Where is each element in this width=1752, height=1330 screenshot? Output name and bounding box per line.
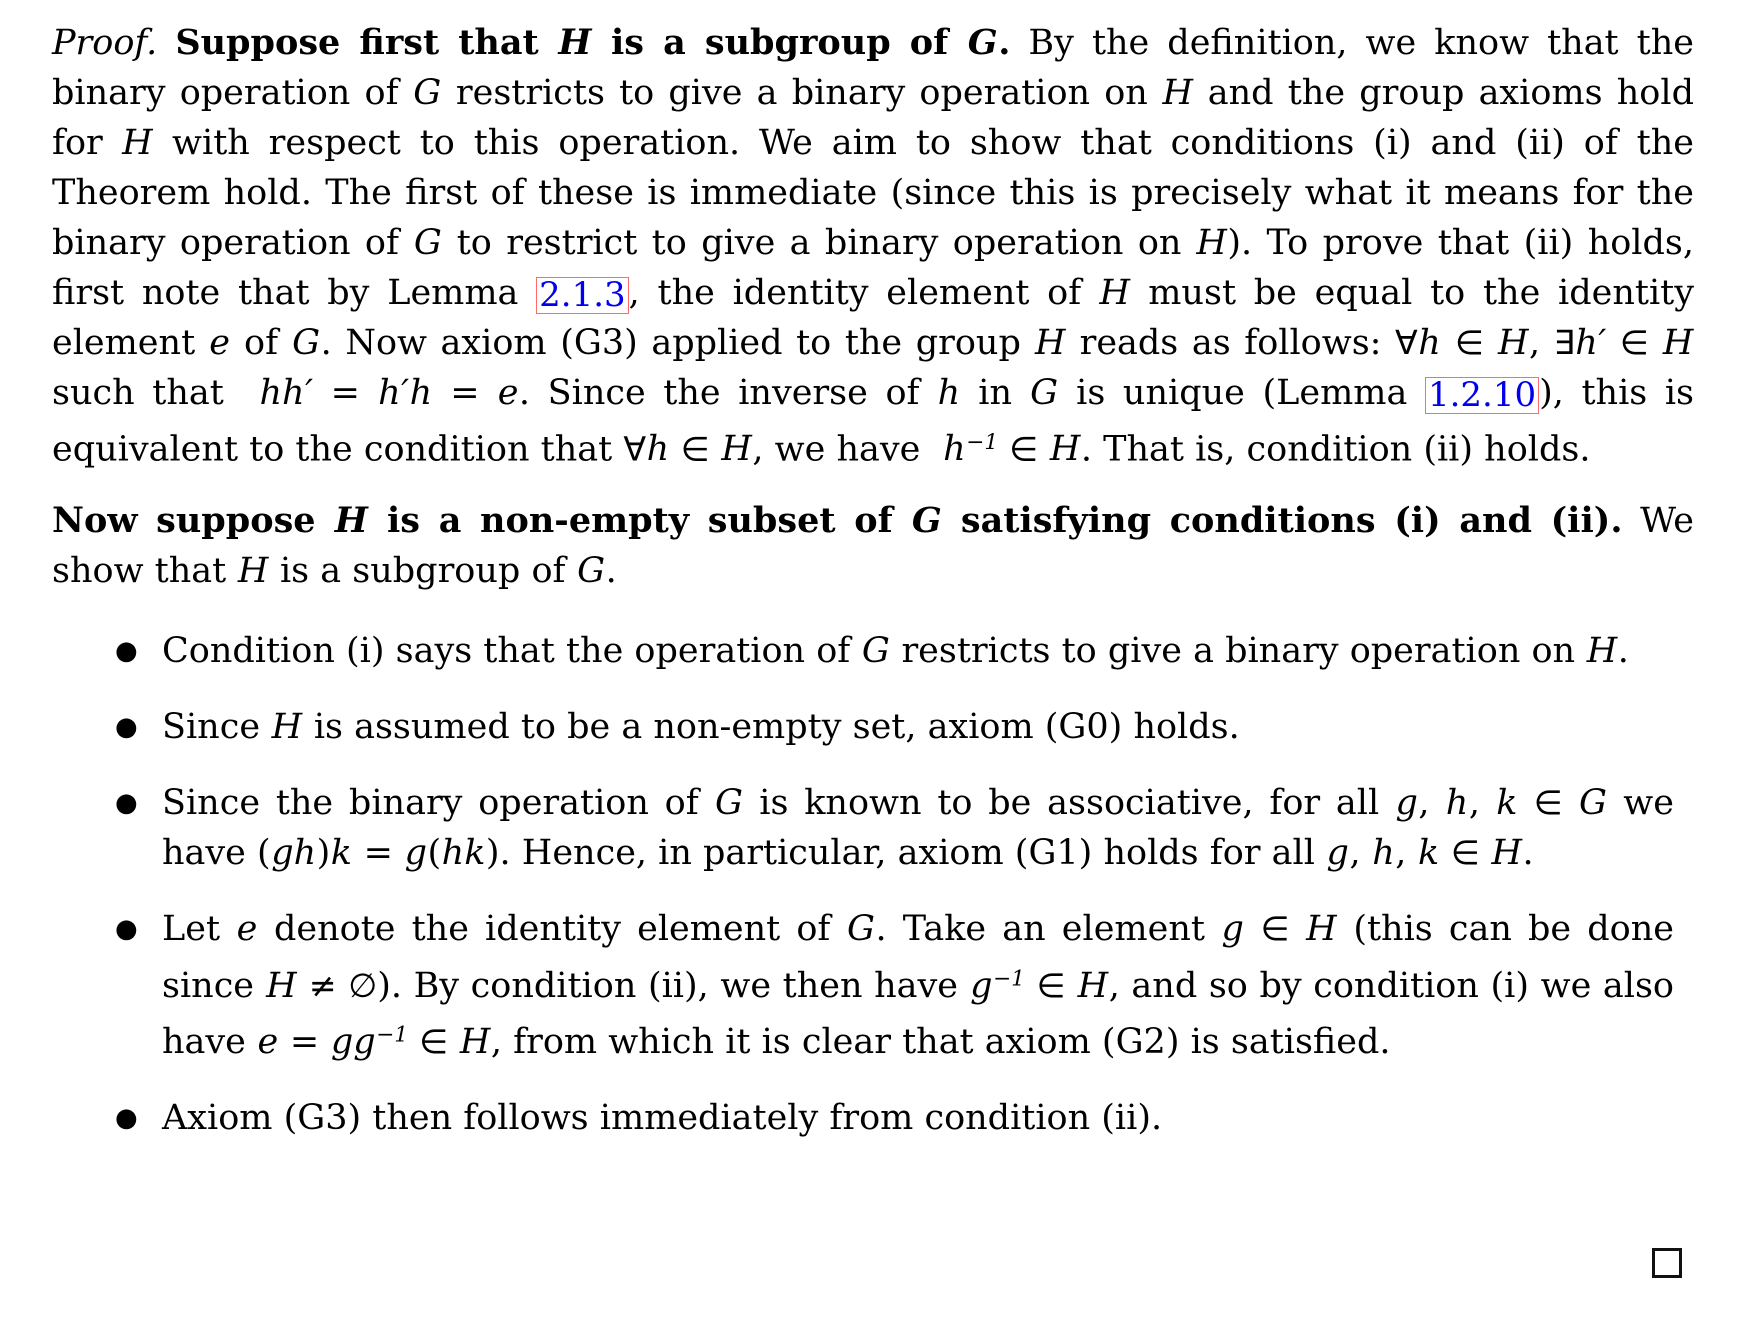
list-item [107, 626, 1694, 676]
xref-lemma-1-2-10[interactable]: 1.2.10 [1425, 377, 1539, 414]
bullet-marker-icon: ● [115, 914, 138, 945]
bullet-axiom-g2-text: Let e denote the identity element of G. Take an element g ∈ H (this can be done since H ≠ ∅). By condition (ii), we then have $g^{-1}$ ∈ H, and so by condition (i) we also have $e = gg^{-1}$ ∈ H, from which it is clear that axiom (G2) is satisfied. [162, 909, 1674, 1062]
bullet-marker-icon: ● [115, 1102, 138, 1133]
proof-paragraph-two: Now suppose H is a non-empty subset of G satisfying conditions (i) and (ii). We show that H is a subgroup of G. [52, 500, 1694, 592]
bullet-marker-icon: ● [115, 636, 138, 667]
proof-paragraph-one: Proof. Suppose first that H is a subgroup of G. By the definition, we know that the binary operation of G restricts to give a binary operation on H and the group axioms hold for H with respect to this operation. We aim to show that conditions (i) and (ii) of the Theorem hold. The first of these is immediate (since this is precisely what it means for the binary operation of G to restrict to give a binary operation on H). To prove that (ii) holds, first note that by Lemma 2.1.3, the identity element of H must be equal to the identity element e of G. Now axiom (G3) applied to the group H reads as follows: ∀h ∈ H, ∃h′ ∈ H such that hh′ = h′h = e. Since the inverse of h in G is unique (Lemma 1.2.10), this is equivalent to the condition that ∀h ∈ H, we have $h^{-1}$ ∈ H. That is, condition (ii) holds. [52, 22, 1695, 470]
list-item [107, 702, 1694, 752]
var-e: e [209, 323, 230, 363]
proof-step-list [52, 626, 1694, 1143]
list-item [107, 778, 1694, 878]
bullet-axiom-g3-text: Axiom (G3) then follows immediately from condition (ii). [162, 1097, 1163, 1138]
list-item [107, 1093, 1694, 1143]
forall-symbol: ∀ [1395, 323, 1418, 362]
xref-lemma-2-1-3[interactable]: 2.1.3 [536, 277, 629, 314]
proof-claim-bold: Suppose first that H is a subgroup of G. [175, 22, 1011, 63]
converse-claim-bold: Now suppose H is a non-empty subset of G satisfying conditions (i) and (ii). [52, 500, 1623, 542]
bullet-marker-icon: ● [115, 712, 138, 743]
var-H: H [1162, 73, 1194, 113]
qed-tombstone-container [1652, 1248, 1692, 1288]
qed-square-icon [1652, 1248, 1682, 1278]
proof-label: Proof. [52, 23, 158, 63]
exists-symbol: ∃ [1553, 323, 1575, 362]
list-item [107, 904, 1694, 1067]
bullet-marker-icon: ● [115, 788, 138, 819]
var-G: G [413, 73, 442, 113]
bullet-axiom-g0-text: Since H is assumed to be a non-empty set, axiom (G0) holds. [162, 707, 1240, 748]
bullet-axiom-g1-text: Since the binary operation of G is known to be associative, for all g, h, k ∈ G we have (gh)k = g(hk). Hence, in particular, axiom (G1) holds for all g, h, k ∈ H. [162, 783, 1674, 874]
bullet-condition-i-text: Condition (i) says that the operation of G restricts to give a binary operation on H. [162, 631, 1629, 672]
